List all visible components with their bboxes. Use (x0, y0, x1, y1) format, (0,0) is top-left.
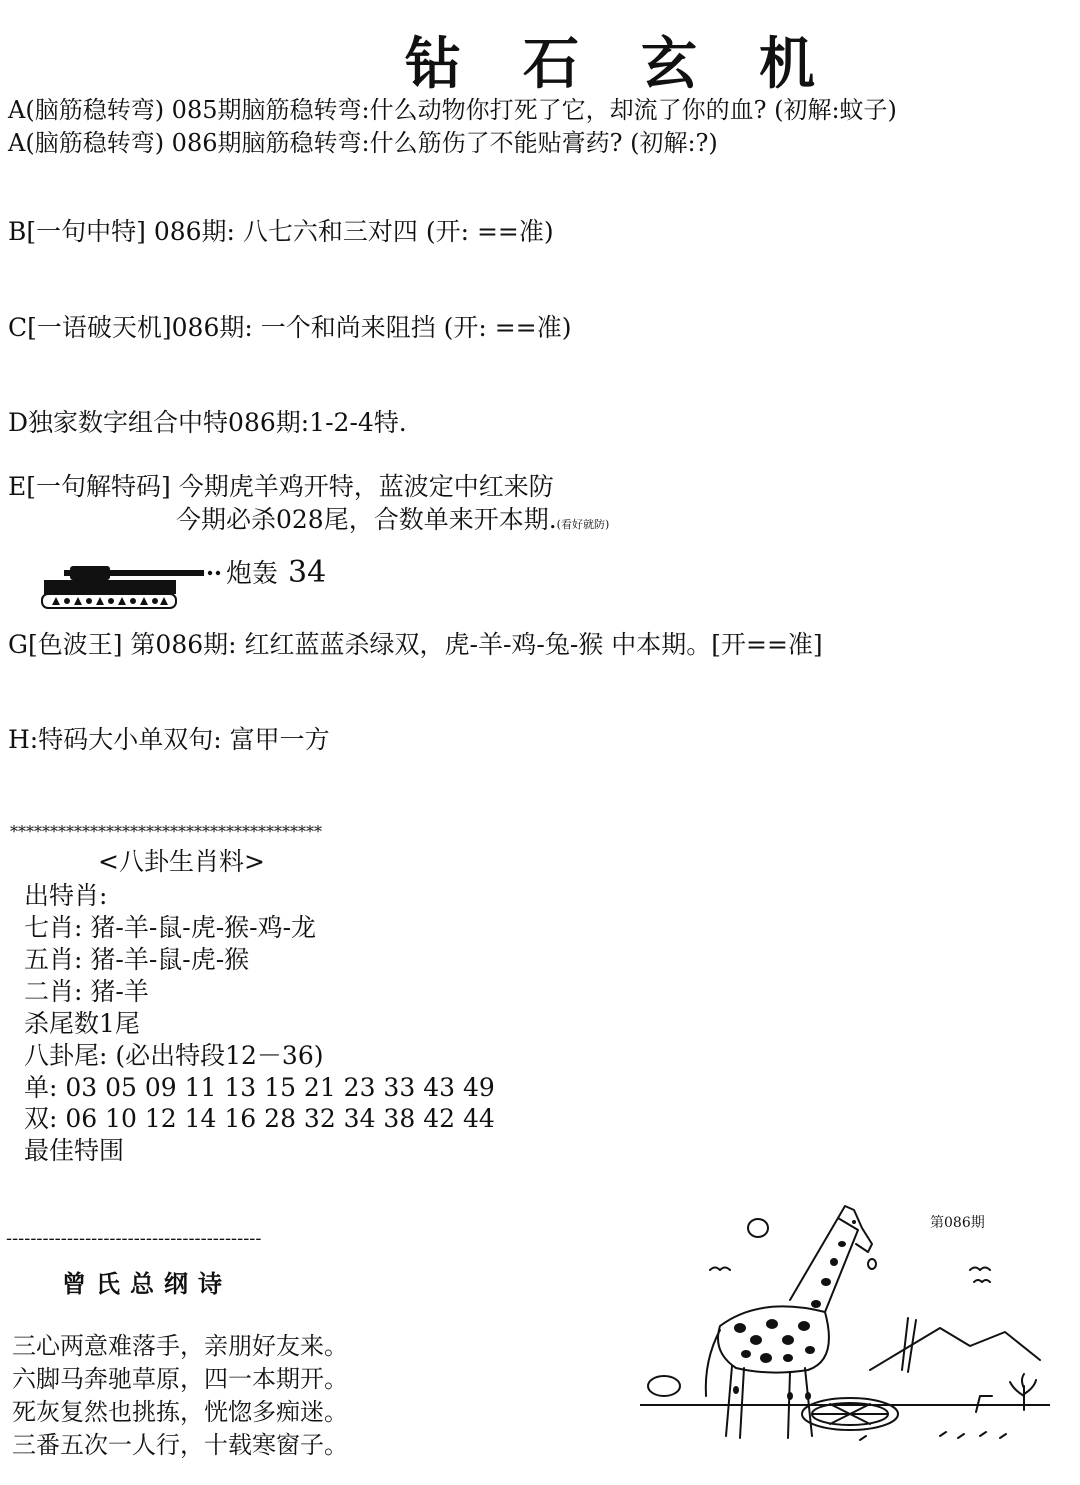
tank-number: 34 (288, 555, 327, 590)
bagua-line: 八卦尾: (必出特段12－36) (24, 1041, 324, 1070)
bagua-line: 七肖: 猪-羊-鼠-虎-猴-鸡-龙 (24, 913, 317, 942)
poem-line: 三番五次一人行，十载寒窗子。 (12, 1431, 348, 1459)
section-a-085: A(脑筋稳转弯) 085期脑筋稳转弯:什么动物你打死了它，却流了你的血? (初解:蚊子) (8, 96, 897, 124)
issue-label: 第086期 (930, 1215, 985, 1231)
tank-icon (40, 560, 230, 614)
section-c: C[一语破天机]086期: 一个和尚来阻挡 (开: ==准) (8, 313, 572, 342)
section-g: G[色波王] 第086期: 红红蓝蓝杀绿双，虎-羊-鸡-兔-猴 中本期。[开==准] (8, 630, 823, 659)
section-a-086: A(脑筋稳转弯) 086期脑筋稳转弯:什么筋伤了不能贴膏药? (初解:?) (8, 129, 718, 157)
bagua-line: 最佳特围 (24, 1136, 125, 1165)
section-e-note: (看好就防) (556, 518, 610, 531)
bagua-line: 出特肖: (24, 881, 108, 910)
section-e-text: 今期必杀028尾，合数单来开本期. (176, 505, 557, 534)
bagua-line: 二肖: 猪-羊 (24, 977, 149, 1006)
dashed-divider: ------------------------------------------ (6, 1228, 262, 1249)
page-title: 钻石玄机 (405, 31, 877, 97)
poem-line: 死灰复然也挑拣，恍惚多痴迷。 (12, 1398, 348, 1426)
section-d: D独家数字组合中特086期:1-2-4特. (8, 408, 407, 437)
tank-label-text: 炮轰 (226, 559, 279, 589)
section-e-line2 (176, 500, 609, 536)
bagua-line: 双: 06 10 12 14 16 28 32 34 38 42 44 (24, 1104, 495, 1133)
bagua-line: 五肖: 猪-羊-鼠-虎-猴 (24, 945, 250, 974)
section-e-line1: E[一句解特码] 今期虎羊鸡开特，蓝波定中红来防 (8, 472, 554, 501)
giraffe-illustration (640, 1200, 1050, 1450)
poem-line: 六脚马奔驰草原，四一本期开。 (12, 1365, 348, 1393)
bagua-line: 杀尾数1尾 (24, 1009, 140, 1038)
tank-label (226, 553, 326, 590)
bagua-title: <八卦生肖料> (98, 847, 265, 876)
poem-line: 三心两意难落手，亲朋好友来。 (12, 1332, 348, 1360)
section-b: B[一句中特] 086期: 八七六和三对四 (开: ==准) (8, 217, 554, 246)
section-h: H:特码大小单双句: 富甲一方 (8, 725, 330, 754)
poem-title: 曾氏总纲诗 (62, 1269, 232, 1298)
bagua-line: 单: 03 05 09 11 13 15 21 23 33 43 49 (24, 1073, 495, 1102)
star-divider: *************************************** (10, 822, 322, 841)
